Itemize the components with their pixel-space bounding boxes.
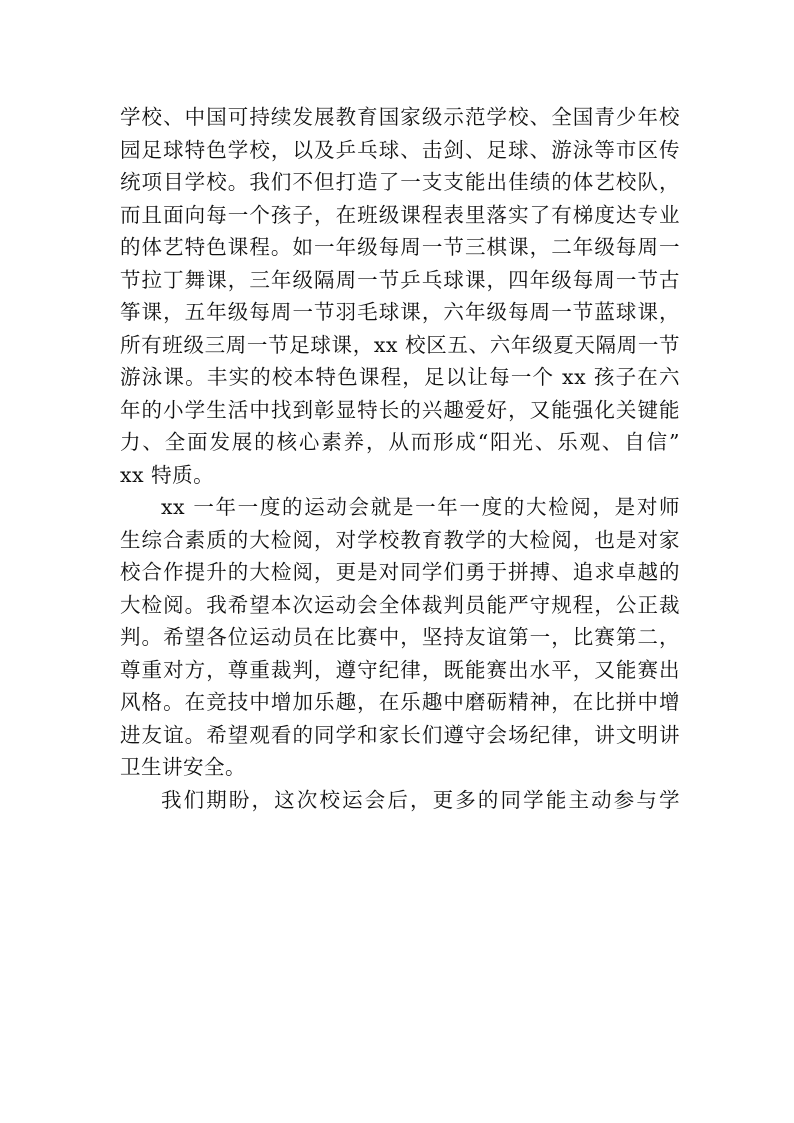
text-line: 卫生讲安全。 — [120, 755, 246, 779]
text-line: 园足球特色学校，以及乒乓球、击剑、足球、游泳等市区传 — [120, 137, 680, 162]
text-line: 所有班级三周一节足球课，xx 校区五、六年级夏天隔周一节 — [120, 332, 680, 357]
paragraph — [120, 784, 680, 817]
text-line: 学校、中国可持续发展教育国家级示范学校、全国青少年校 — [120, 105, 680, 129]
text-line: xx 一年一度的运动会就是一年一度的大检阅，是对师 — [161, 495, 680, 519]
text-line: 统项目学校。我们不但打造了一支支能出佳绩的体艺校队， — [120, 170, 680, 194]
text-line: 而且面向每一个孩子，在班级课程表里落实了有梯度达专业 — [120, 202, 680, 227]
text-line: xx 特质。 — [120, 462, 215, 487]
text-line: 大检阅。我希望本次运动会全体裁判员能严守规程，公正裁 — [120, 592, 680, 617]
text-line: 风格。在竞技中增加乐趣，在乐趣中磨砺精神，在比拼中增 — [120, 690, 680, 714]
text-line: 力、全面发展的核心素养，从而形成“阳光、乐观、自信” — [120, 430, 680, 454]
text-line: 我们期盼，这次校运会后，更多的同学能主动参与学 — [161, 787, 680, 812]
text-line: 的体艺特色课程。如一年级每周一节三棋课，二年级每周一 — [120, 235, 680, 259]
text-line: 判。希望各位运动员在比赛中，坚持友谊第一，比赛第二， — [120, 625, 680, 649]
text-line: 进友谊。希望观看的同学和家长们遵守会场纪律，讲文明讲 — [120, 722, 680, 747]
text-line: 节拉丁舞课，三年级隔周一节乒乓球课，四年级每周一节古 — [120, 267, 680, 292]
text-line: 年的小学生活中找到彰显特长的兴趣爱好，又能强化关键能 — [120, 397, 680, 422]
text-line: 校合作提升的大检阅，更是对同学们勇于拼搏、追求卓越的 — [120, 560, 680, 584]
paragraph — [120, 491, 680, 784]
text-line: 筝课，五年级每周一节羽毛球课，六年级每周一节蓝球课， — [120, 300, 680, 324]
text-line: 生综合素质的大检阅，对学校教育教学的大检阅，也是对家 — [120, 527, 680, 552]
text-line: 尊重对方，尊重裁判，遵守纪律，既能赛出水平，又能赛出 — [120, 657, 680, 682]
text-line: 游泳课。丰实的校本特色课程，足以让每一个 xx 孩子在六 — [120, 365, 680, 389]
paragraph — [120, 101, 680, 491]
document-body — [120, 101, 680, 816]
